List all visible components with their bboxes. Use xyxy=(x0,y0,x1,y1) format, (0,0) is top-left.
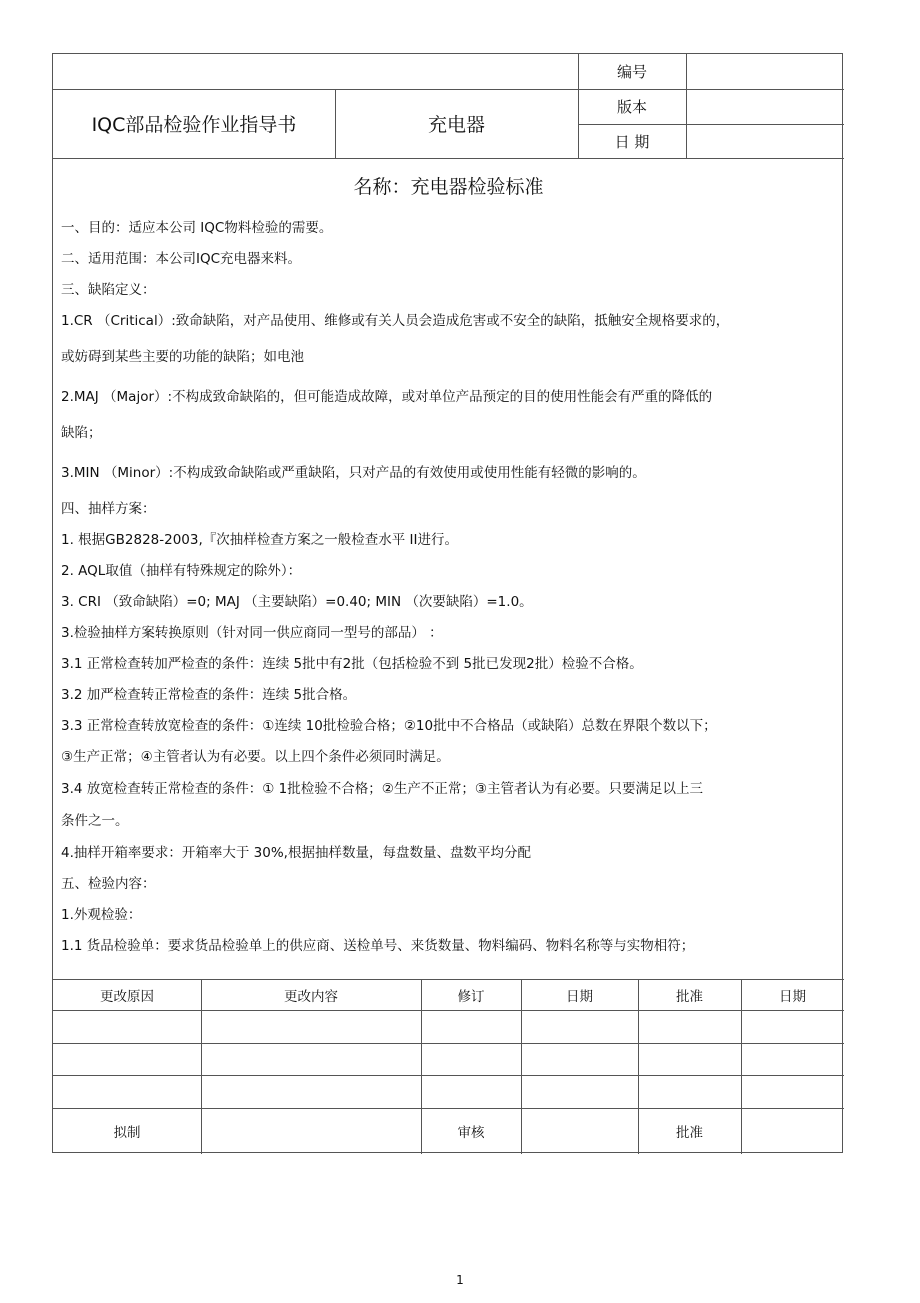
meta-label-number: 编号 xyxy=(616,63,647,81)
divider xyxy=(53,158,844,159)
footer-label-draft: 拟制 xyxy=(113,1125,141,1141)
meta-label-date: 日 期 xyxy=(614,132,650,151)
meta-value-version xyxy=(686,89,844,124)
column-header: 更改内容 xyxy=(284,988,338,1005)
meta-value-number xyxy=(686,54,844,89)
body-line: 3.检验抽样方案转换原则（针对同一供应商同一型号的部品） ： xyxy=(61,625,443,641)
body-line: 3.MIN （Minor）:不构成致命缺陷或严重缺陷，只对产品的有效使用或使用性能有轻微的影响的。 xyxy=(61,465,646,481)
body-line: 缺陷； xyxy=(61,425,102,441)
column-header: 日期 xyxy=(566,988,593,1005)
body-line: 2.MAJ （Major）:不构成致命缺陷的，但可能造成故障，或对单位产品预定的目的使用性能会有严重的降低的 xyxy=(61,389,713,405)
body-line: ③生产正常；④主管者认为有必要。以上四个条件必须同时满足。 xyxy=(61,749,450,765)
body-line: 三、缺陷定义： xyxy=(61,282,156,298)
body-line: 或妨碍到某些主要的功能的缺陷；如电池 xyxy=(61,349,304,365)
footer-label-review: 审核 xyxy=(457,1125,485,1141)
divider xyxy=(53,1043,844,1044)
body-line: 3.1 正常检查转加严检查的条件：连续 5批中有2批（包括检验不到 5批已发现2批）检验不合格。 xyxy=(61,656,643,672)
document-title: IQC部品检验作业指导书 xyxy=(91,114,297,136)
footer-label-approve: 批准 xyxy=(676,1125,703,1141)
column-header: 批准 xyxy=(676,988,703,1005)
body-line: 3.3 正常检查转放宽检查的条件：①连续 10批检验合格；②10批中不合格品（或缺陷）总数在界限个数以下； xyxy=(61,718,717,734)
body-line: 二、适用范围：本公司IQC充电器来料。 xyxy=(61,251,302,267)
column-header: 日期 xyxy=(779,988,806,1005)
body-line: 3.4 放宽检查转正常检查的条件：① 1批检验不合格；②生产不正常；③主管者认为有必要。只要满足以上三 xyxy=(61,781,703,797)
column-header: 修订 xyxy=(457,988,485,1005)
footer-value-review xyxy=(521,1108,638,1154)
body-line: 1.1 货品检验单：要求货品检验单上的供应商、送检单号、来货数量、物料编码、物料名称等与实物相符； xyxy=(61,938,695,954)
body-line: 3. CRI （致命缺陷）=0; MAJ （主要缺陷）=0.40; MIN （次要缺陷）=1.0。 xyxy=(61,594,533,610)
divider xyxy=(53,1010,844,1011)
body-line: 4.抽样开箱率要求：开箱率大于 30%,根据抽样数量，每盘数量、盘数平均分配 xyxy=(61,845,531,861)
body-line: 1.CR （Critical）:致命缺陷，对产品使用、维修或有关人员会造成危害或不安全的缺陷，抵触安全规格要求的， xyxy=(61,313,730,329)
standard-title: 名称：充电器检验标准 xyxy=(353,176,544,198)
column-header: 更改原因 xyxy=(100,988,154,1005)
body-line: 1. 根据GB2828-2003,『次抽样检查方案之一般检查水平 II进行。 xyxy=(61,532,459,548)
document-frame xyxy=(52,53,843,1153)
meta-label-version: 版本 xyxy=(616,98,647,116)
footer-value-approve xyxy=(741,1108,844,1154)
body-line: 四、抽样方案： xyxy=(61,501,156,517)
meta-value-date xyxy=(686,124,844,158)
body-line: 一、目的：适应本公司 IQC物料检验的需要。 xyxy=(61,220,333,236)
product-name: 充电器 xyxy=(427,114,485,136)
body-text xyxy=(61,214,836,957)
page-number: 1 xyxy=(456,1273,464,1287)
body-line: 条件之一。 xyxy=(61,813,129,829)
footer-value-draft xyxy=(201,1108,421,1154)
body-line: 2. AQL取值（抽样有特殊规定的除外）： xyxy=(61,563,302,579)
body-line: 3.2 加严检查转正常检查的条件：连续 5批合格。 xyxy=(61,687,357,703)
body-line: 五、检验内容： xyxy=(61,876,156,892)
divider xyxy=(53,1075,844,1076)
body-line: 1.外观检验： xyxy=(61,907,142,923)
